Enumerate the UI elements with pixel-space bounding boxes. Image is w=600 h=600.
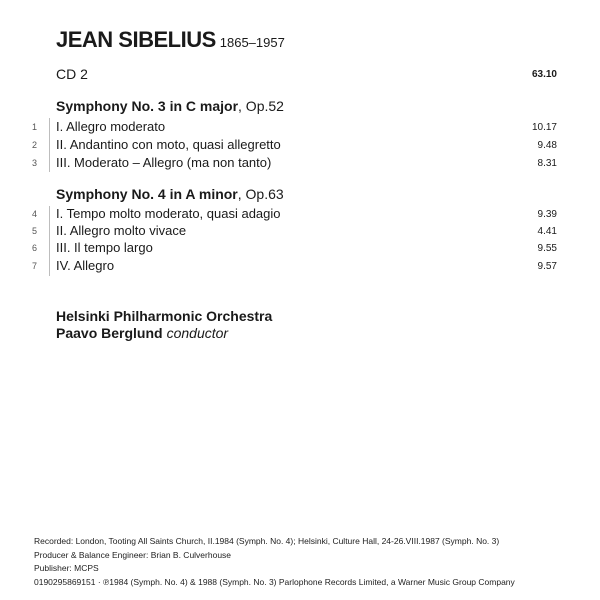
work-opus: , Op.52 xyxy=(238,98,284,114)
work-title-symphony-3 xyxy=(56,98,284,114)
orchestra-name: Helsinki Philharmonic Orchestra xyxy=(56,308,273,324)
track-title: IV. Allegro xyxy=(56,258,115,273)
credits-copyright: 0190295869151 · ℗1984 (Symph. No. 4) & 1988 (Symph. No. 3) Parlophone Records Limited, a Warner Music Group Company xyxy=(34,576,515,587)
track-row xyxy=(0,155,600,173)
track-duration: 9.39 xyxy=(537,209,557,220)
cd-total-time: 63.10 xyxy=(531,69,557,80)
track-title: I. Tempo molto moderato, quasi adagio xyxy=(56,206,281,221)
track-number: 4 xyxy=(32,209,38,219)
credits-recorded: Recorded: London, Tooting All Saints Church, II.1984 (Symph. No. 4); Helsinki, Culture Hall, 24-26.VIII.1987 (Symph. No. 3) xyxy=(34,536,500,546)
recording-credits xyxy=(34,535,515,589)
track-duration: 9.57 xyxy=(537,261,557,272)
track-duration: 4.41 xyxy=(537,226,557,237)
composer-heading xyxy=(56,27,285,53)
track-row xyxy=(0,240,600,258)
track-number: 5 xyxy=(32,226,38,236)
track-number: 7 xyxy=(32,261,38,271)
track-duration: 9.55 xyxy=(537,243,557,254)
track-title: II. Andantino con moto, quasi allegretto xyxy=(56,137,281,152)
track-title: II. Allegro molto vivace xyxy=(56,223,187,238)
work-title-symphony-4 xyxy=(56,186,284,202)
conductor-line xyxy=(56,325,272,342)
conductor-role: conductor xyxy=(166,325,229,341)
track-row xyxy=(0,119,600,137)
work-opus: , Op.63 xyxy=(237,186,284,202)
work-title-main: Symphony No. 3 in C major xyxy=(56,98,239,114)
track-row xyxy=(0,223,600,241)
composer-name: JEAN SIBELIUS xyxy=(56,27,216,52)
track-row xyxy=(0,137,600,155)
work-title-main: Symphony No. 4 in A minor xyxy=(56,186,238,202)
credits-publisher: Publisher: MCPS xyxy=(34,563,99,573)
composer-dates: 1865–1957 xyxy=(219,35,285,50)
performers-block xyxy=(56,308,272,342)
track-number: 1 xyxy=(32,122,38,132)
track-row xyxy=(0,206,600,224)
track-title: III. Il tempo largo xyxy=(56,240,153,255)
track-duration: 9.48 xyxy=(537,140,557,151)
track-number: 3 xyxy=(32,158,38,168)
credits-producer: Producer & Balance Engineer: Brian B. Culverhouse xyxy=(34,549,232,560)
track-title: III. Moderato – Allegro (ma non tanto) xyxy=(56,155,272,170)
cd-label: CD 2 xyxy=(56,66,88,82)
track-duration: 10.17 xyxy=(531,122,557,133)
conductor-name: Paavo Berglund xyxy=(56,325,163,341)
track-title: I. Allegro moderato xyxy=(56,119,166,134)
track-row xyxy=(0,258,600,276)
track-number: 6 xyxy=(32,243,38,253)
track-number: 2 xyxy=(32,140,38,150)
track-duration: 8.31 xyxy=(537,158,557,169)
